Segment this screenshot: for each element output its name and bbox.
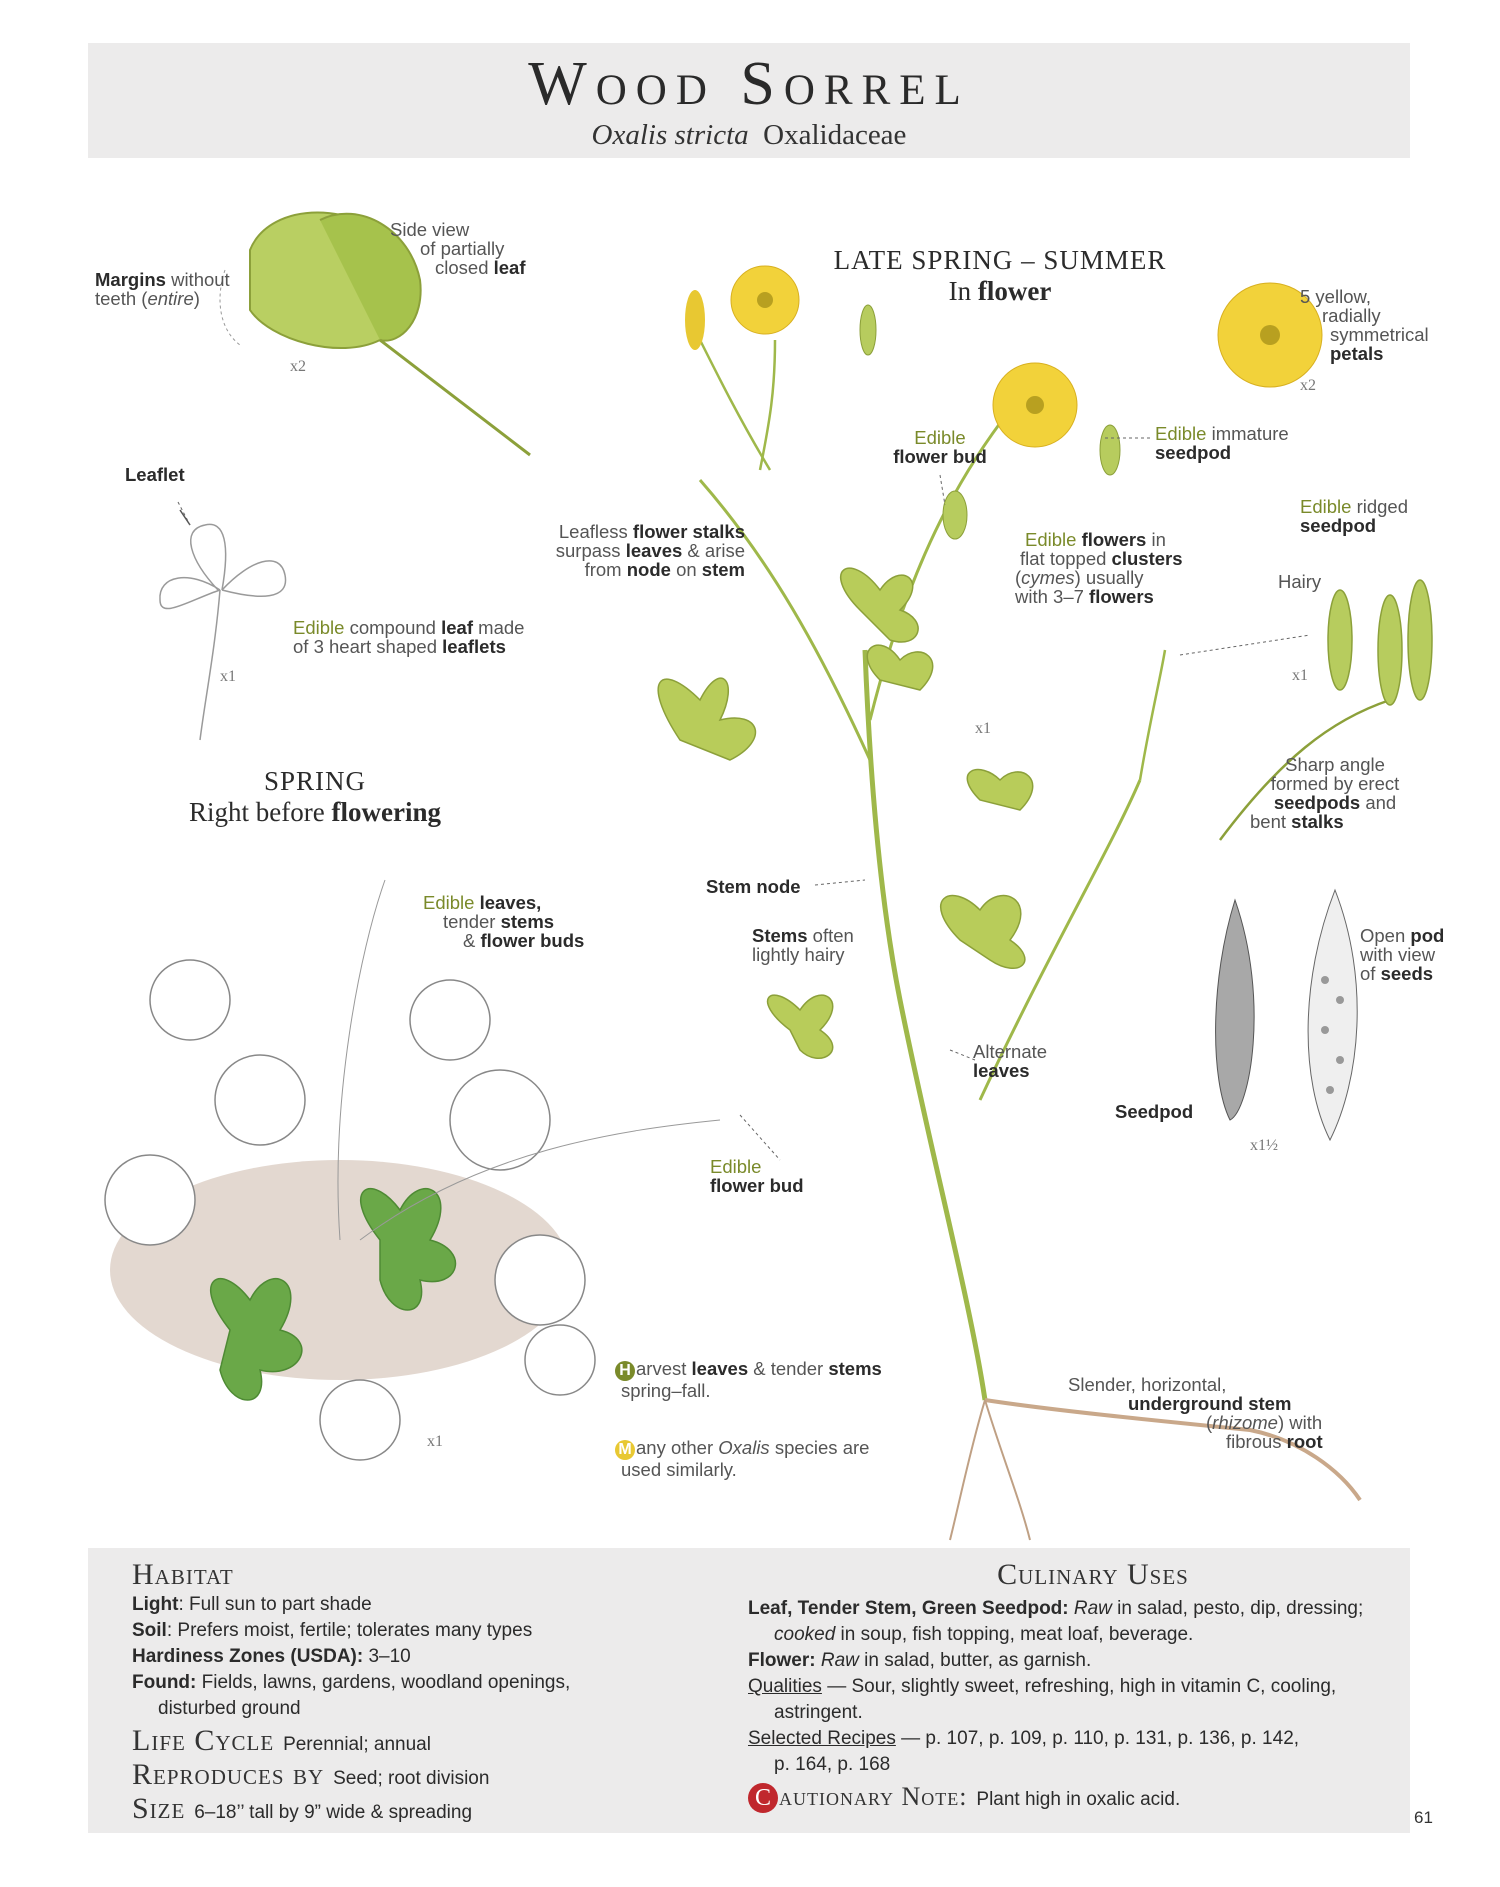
alternate-bold: leaves xyxy=(973,1060,1030,1081)
side-view-line: of partially xyxy=(420,238,505,259)
leafless-bold: leaves xyxy=(625,540,683,561)
margins-italic: entire xyxy=(147,288,194,309)
petals-label xyxy=(1300,287,1450,363)
spring-title: SPRING xyxy=(263,766,367,796)
zones-label: Hardiness Zones (USDA): xyxy=(132,1646,364,1667)
late-spring-title: LATE SPRING – SUMMER xyxy=(833,245,1167,275)
harvest-text: arvest xyxy=(636,1358,687,1379)
leafless-text: on xyxy=(676,559,697,580)
flowers-bold: clusters xyxy=(1111,548,1183,569)
cooked-italic: cooked xyxy=(774,1624,836,1645)
compound-bold: leaflets xyxy=(442,636,506,657)
ridged-text: ridged xyxy=(1356,496,1409,517)
edible-word: Edible xyxy=(1155,423,1207,444)
caution-heading: autionary Note: xyxy=(779,1782,968,1811)
edible-flowers-label xyxy=(1015,530,1183,606)
rhizome-text: ( xyxy=(1206,1412,1213,1433)
rhizome-label xyxy=(1068,1375,1323,1451)
ridged-seedpod-label xyxy=(1300,497,1408,535)
sharp-text: formed by erect xyxy=(1270,773,1400,794)
flower-label: Flower: xyxy=(748,1650,816,1671)
leafless-bold: flower stalks xyxy=(632,521,745,542)
seedpod-bold: Seedpod xyxy=(1115,1101,1194,1122)
family-name: Oxalidaceae xyxy=(763,119,907,151)
found-value: disturbed ground xyxy=(158,1698,301,1719)
flower-bud-bold: flower bud xyxy=(893,446,987,467)
late-spring-heading xyxy=(810,245,1190,307)
found-value: Fields, lawns, gardens, woodland openings, xyxy=(196,1672,571,1693)
leaves-bold: stems xyxy=(500,911,555,932)
yellow-flower xyxy=(731,266,799,334)
leaf-label: Leaf, Tender Stem, Green Seedpod: xyxy=(748,1598,1069,1619)
scale-x1-plant: x1 xyxy=(975,720,991,737)
size-value: 6–18’’ tall by 9” wide & spreading xyxy=(194,1802,473,1823)
leaf-value: in soup, fish topping, meat loaf, beverage. xyxy=(835,1624,1194,1645)
side-view-bold: leaf xyxy=(493,257,526,278)
flowers-italic: cymes xyxy=(1021,567,1075,588)
soil-label: Soil xyxy=(132,1620,167,1641)
culinary-section xyxy=(748,1558,1398,1813)
reproduces-heading: Reproduces by xyxy=(132,1758,325,1791)
edible-word: Edible xyxy=(1025,529,1077,550)
leaves-text: tender xyxy=(443,911,496,932)
late-spring-bold: flower xyxy=(977,276,1052,306)
leaflet-bold: Leaflet xyxy=(125,464,185,485)
leaflet-sketch xyxy=(160,510,286,740)
sharp-text: Sharp angle xyxy=(1285,754,1385,775)
side-view-label xyxy=(390,220,540,277)
many-text: any other xyxy=(636,1437,714,1458)
leafless-bold: node xyxy=(626,559,671,580)
sharp-angle-label xyxy=(1245,755,1425,831)
sharp-bold: seedpods xyxy=(1273,792,1361,813)
leafless-bold: stem xyxy=(701,559,745,580)
latin-name: Oxalis stricta xyxy=(591,119,749,151)
leaves-bold: leaves, xyxy=(479,892,542,913)
zones-value: 3–10 xyxy=(363,1646,411,1667)
life-cycle-heading: Life Cycle xyxy=(132,1724,275,1757)
petals-line: symmetrical xyxy=(1330,324,1429,345)
edible-word: Edible xyxy=(710,1156,762,1177)
qualities-value: — Sour, slightly sweet, refreshing, high in vitamin C, cooling, xyxy=(821,1676,1337,1697)
open-pod-label xyxy=(1360,926,1444,983)
flower-value: in salad, butter, as garnish. xyxy=(858,1650,1092,1671)
recipes-value: p. 164, p. 168 xyxy=(774,1754,891,1775)
leafless-text: & arise xyxy=(687,540,745,561)
stems-text: often xyxy=(812,925,854,946)
raw-italic: Raw xyxy=(1073,1598,1112,1619)
compound-leaf-label xyxy=(293,618,524,656)
open-pod-bold: seeds xyxy=(1380,963,1434,984)
flower-bud-bold: flower bud xyxy=(710,1175,804,1196)
immature-seedpod-label xyxy=(1155,424,1289,462)
compound-bold: leaf xyxy=(441,617,474,638)
stems-text: lightly hairy xyxy=(752,944,845,965)
soil-value: : Prefers moist, fertile; tolerates many types xyxy=(166,1620,533,1641)
harvest-text: & tender xyxy=(753,1358,824,1379)
found-label: Found: xyxy=(132,1672,197,1693)
margins-bold: Margins xyxy=(95,269,166,290)
compound-text: of 3 heart shaped xyxy=(293,636,437,657)
many-text: used similarly. xyxy=(621,1459,737,1480)
leaf-value: in salad, pesto, dip, dressing; xyxy=(1111,1598,1364,1619)
open-pod-text: with view xyxy=(1360,944,1436,965)
petals-line: 5 yellow, xyxy=(1300,286,1371,307)
reproduces-value: Seed; root division xyxy=(333,1768,490,1789)
many-text: species are xyxy=(774,1437,870,1458)
edible-word: Edible xyxy=(1300,496,1352,517)
caution-value: Plant high in oxalic acid. xyxy=(976,1789,1181,1810)
rhizome-bold: underground stem xyxy=(1128,1393,1292,1414)
flowers-bold: flowers xyxy=(1089,586,1154,607)
margins-text: without xyxy=(171,269,230,290)
spring-heading xyxy=(155,766,475,828)
sharp-bold: stalks xyxy=(1291,811,1344,832)
edible-flower-bud-label xyxy=(880,428,1000,466)
alternate-text: Alternate xyxy=(973,1041,1048,1062)
leaves-text: & xyxy=(463,930,476,951)
rhizome-text: fibrous xyxy=(1226,1431,1282,1452)
habitat-heading: Habitat xyxy=(132,1558,234,1591)
flowers-text: flat topped xyxy=(1020,548,1107,569)
raw-italic: Raw xyxy=(820,1650,859,1671)
open-pod-bold: pod xyxy=(1410,925,1445,946)
margins-text: teeth ( xyxy=(95,288,148,309)
flowers-text: with 3–7 xyxy=(1015,586,1084,607)
open-pod-text: of xyxy=(1360,963,1376,984)
edible-word: Edible xyxy=(914,427,966,448)
leafless-text: from xyxy=(584,559,622,580)
size-heading: Size xyxy=(132,1792,186,1825)
edible-flower-bud-2-label xyxy=(710,1157,804,1195)
hairy-label: Hairy xyxy=(1278,571,1322,592)
stems-bold: Stems xyxy=(752,925,808,946)
culinary-heading: Culinary Uses xyxy=(997,1558,1189,1591)
leafless-stalks-label xyxy=(500,522,745,579)
spring-bold: flowering xyxy=(331,797,441,827)
leaves-bold: flower buds xyxy=(480,930,585,951)
stems-hairy-label xyxy=(752,926,854,964)
recipes-link[interactable]: Selected Recipes xyxy=(748,1728,896,1749)
compound-text: made xyxy=(478,617,525,638)
harvest-bold: leaves xyxy=(691,1358,749,1379)
flowers-text: in xyxy=(1151,529,1166,550)
harvest-bold: stems xyxy=(828,1358,882,1379)
side-view-line: closed xyxy=(435,257,489,278)
side-view-line: Side view xyxy=(390,219,470,240)
sharp-text: bent xyxy=(1250,811,1287,832)
immature-text: immature xyxy=(1211,423,1289,444)
seedpod-label xyxy=(1115,1102,1193,1121)
stem-node-label xyxy=(706,877,801,896)
alternate-leaves-label xyxy=(973,1042,1047,1080)
harvest-text: spring–fall. xyxy=(621,1380,711,1401)
scale-x2-leaf: x2 xyxy=(290,358,306,375)
page-title: Wood Sorrel xyxy=(528,50,970,118)
rhizome-bold: root xyxy=(1286,1431,1323,1452)
sharp-text: and xyxy=(1365,792,1397,813)
rhizome-text: Slender, horizontal, xyxy=(1068,1374,1227,1395)
leaflet-label xyxy=(125,465,185,484)
rhizome-text: ) with xyxy=(1277,1412,1323,1433)
light-value: : Full sun to part shade xyxy=(178,1594,372,1615)
caution-icon: C xyxy=(748,1783,778,1813)
yellow-flower xyxy=(993,363,1077,447)
immature-bold: seedpod xyxy=(1155,442,1232,463)
harvest-note xyxy=(615,1359,882,1400)
life-cycle-value: Perennial; annual xyxy=(283,1734,431,1755)
petals-line: radially xyxy=(1322,305,1381,326)
flowers-text: ) usually xyxy=(1074,567,1144,588)
scale-x1-pods: x1 xyxy=(1292,667,1308,684)
edible-leaves-label xyxy=(423,893,584,950)
habitat-section xyxy=(132,1558,752,1826)
rhizome-italic: rhizome xyxy=(1212,1412,1278,1433)
info-panel xyxy=(88,1548,1410,1833)
seedpod-detail-illustration xyxy=(1216,890,1358,1140)
page-number: 61 xyxy=(1414,1808,1433,1827)
light-label: Light xyxy=(132,1594,179,1615)
scale-x2-flower: x2 xyxy=(1300,377,1316,394)
leafless-text: surpass xyxy=(555,540,621,561)
ridged-bold: seedpod xyxy=(1300,515,1377,536)
margins-label xyxy=(95,270,230,308)
qualities-value: astringent. xyxy=(774,1702,863,1723)
spring-sub: Right before xyxy=(189,797,325,827)
late-spring-sub: In xyxy=(948,276,972,306)
edible-word: Edible xyxy=(293,617,345,638)
scale-x1-spring: x1 xyxy=(427,1433,443,1450)
many-italic: Oxalis xyxy=(718,1437,770,1458)
compound-text: compound xyxy=(349,617,436,638)
flowers-text: ( xyxy=(1015,567,1022,588)
many-icon: M xyxy=(615,1440,635,1460)
margins-text: ) xyxy=(193,288,200,309)
qualities-label: Qualities xyxy=(748,1676,822,1697)
scale-x1-leaf: x1 xyxy=(220,668,236,685)
edible-word: Edible xyxy=(423,892,475,913)
recipes-value: — p. 107, p. 109, p. 110, p. 131, p. 136, p. 142, xyxy=(895,1728,1300,1749)
scale-x1half: x1½ xyxy=(1250,1137,1278,1154)
flowers-bold: flowers xyxy=(1081,529,1147,550)
many-species-note xyxy=(615,1438,869,1479)
leafless-text: Leafless xyxy=(558,521,628,542)
harvest-icon: H xyxy=(615,1361,635,1381)
petals-bold: petals xyxy=(1330,343,1384,364)
stem-node-bold: Stem node xyxy=(706,876,801,897)
open-pod-text: Open xyxy=(1360,925,1406,946)
